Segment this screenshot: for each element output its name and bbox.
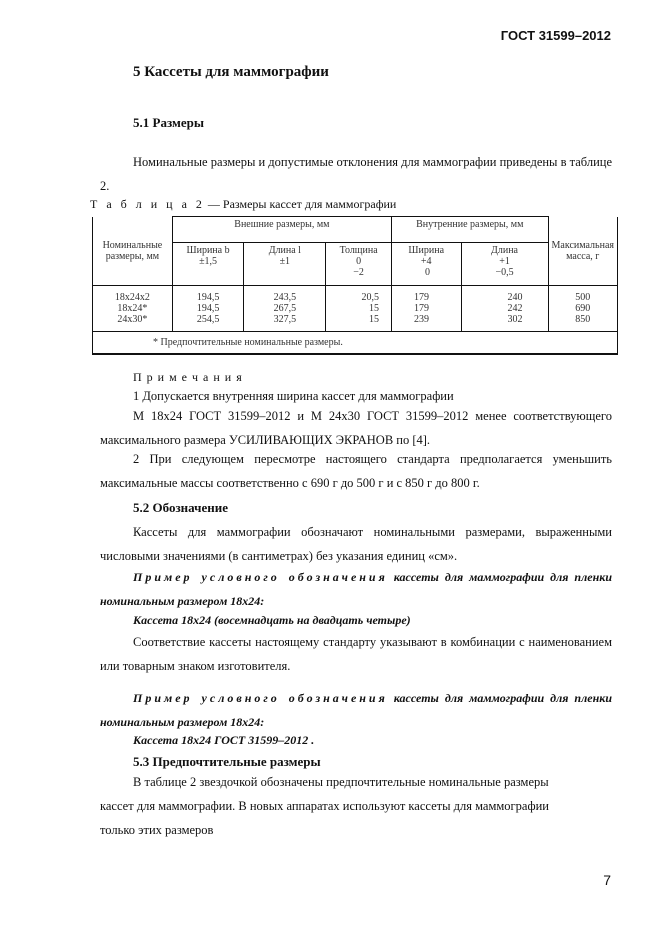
paragraph: Соответствие кассеты настоящему стандарту указывают в комбинации с наименованием или товарным знаком изготовителя.: [100, 635, 612, 673]
table-cell: 194,5: [172, 286, 243, 304]
table-cell: 690: [548, 303, 617, 314]
subheader-tolerance: +1 −0,5: [495, 256, 514, 278]
table-cell: 18x24*: [93, 303, 173, 314]
example-2: Кассета 18x24 ГОСТ 31599–2012 .: [133, 733, 315, 747]
note-2: 2 При следующем пересмотре настоящего стандарта предполагается уменьшить максимальные массы соответственно с 690 г до 500 г и с 850 г до 800 г.: [100, 452, 612, 490]
note-1: 1 Допускается внутренняя ширина кассет для маммографии: [133, 389, 454, 403]
example-1-label: [100, 565, 612, 613]
subheader-name: Длина: [491, 245, 518, 256]
subsection-heading: 5.2 Обозначение: [133, 500, 228, 515]
subheader-cell: [244, 243, 326, 286]
table-footnote: * Предпочтительные номинальные размеры.: [93, 332, 618, 354]
table-cell: 239: [391, 314, 461, 332]
subheader-cell: [461, 243, 548, 286]
table-cell: 243,5: [244, 286, 326, 304]
caption-text: — Размеры кассет для маммографии: [204, 197, 397, 211]
table-cell: 254,5: [172, 314, 243, 332]
example-label: Пример условного обозначения: [133, 570, 388, 584]
subheader-cell: [172, 243, 243, 286]
table-row: [93, 303, 618, 314]
table-cell: 242: [461, 303, 548, 314]
paragraph: Кассеты для маммографии обозначают номинальными размерами, выраженными числовыми значениями (в сантиметрах) без указания единиц «см».: [100, 525, 612, 563]
header-mass: Максимальная масса, г: [548, 217, 617, 286]
subheader-name: Толщина: [339, 245, 378, 256]
table-cell: 15: [326, 314, 392, 332]
page-number: 7: [603, 872, 611, 888]
paragraph: Номинальные размеры и допустимые отклонения для маммографии приведены в таблице 2.: [100, 155, 612, 193]
note-1-continued: М 18x24 ГОСТ 31599–2012 и М 24x30 ГОСТ 31599–2012 менее соответствующего максимального размера УСИЛИВАЮЩИХ ЭКРАНОВ по [4].: [100, 409, 612, 447]
example-2-label: [100, 686, 612, 734]
example-label: Пример условного обозначения: [133, 691, 388, 705]
table-cell: 179: [391, 286, 461, 304]
table-row: [93, 286, 618, 304]
subheader-cell: [326, 243, 392, 286]
subsection-heading: 5.3 Предпочтительные размеры: [133, 754, 321, 769]
dimensions-table: [92, 216, 618, 355]
subheader-name: Длина l: [268, 245, 301, 256]
table-cell: 24x30*: [93, 314, 173, 332]
paragraph-line: В таблице 2 звездочкой обозначены предпочтительные номинальные размеры: [133, 775, 549, 789]
header-inner: Внутренние размеры, мм: [391, 217, 548, 243]
example-text: кассеты для маммографии для пленки номинальным размером 18x24:: [100, 570, 613, 608]
table-row: [93, 314, 618, 332]
subheader-tolerance: ±1,5: [199, 256, 218, 267]
table-cell: 850: [548, 314, 617, 332]
header-nominal: Номинальные размеры, мм: [93, 217, 173, 286]
table-cell: 500: [548, 286, 617, 304]
table-cell: 327,5: [244, 314, 326, 332]
table-cell: 20,5: [326, 286, 392, 304]
table-cell: 240: [461, 286, 548, 304]
table-cell: 15: [326, 303, 392, 314]
table-cell: 179: [391, 303, 461, 314]
table-cell: 267,5: [244, 303, 326, 314]
subheader-tolerance: ±1: [279, 256, 291, 267]
subsection-heading: 5.1 Размеры: [133, 115, 204, 130]
table-cell: 302: [461, 314, 548, 332]
subheader-tolerance: +4 0: [420, 256, 432, 278]
table-cell: 18x24x2: [93, 286, 173, 304]
subheader-cell: [391, 243, 461, 286]
notes-title: П р и м е ч а н и я: [133, 370, 243, 384]
paragraph-line: кассет для маммографии. В новых аппаратах используют кассеты для маммографии: [100, 799, 549, 813]
caption-label: Т а б л и ц а 2: [90, 197, 205, 211]
header-outer: Внешние размеры, мм: [172, 217, 391, 243]
example-text: кассеты для маммографии для пленки номинальным размером 18x24:: [100, 691, 613, 729]
section-heading: 5 Кассеты для маммографии: [133, 64, 329, 80]
subheader-name: Ширина: [408, 245, 445, 256]
document-header: ГОСТ 31599–2012: [500, 28, 611, 43]
paragraph-line: только этих размеров: [100, 823, 214, 837]
table-cell: 194,5: [172, 303, 243, 314]
subheader-tolerance: 0 −2: [353, 256, 364, 278]
table-caption: [90, 197, 396, 212]
example-1: Кассета 18x24 (восемнадцать на двадцать четыре): [133, 613, 411, 627]
subheader-name: Ширина b: [186, 245, 230, 256]
